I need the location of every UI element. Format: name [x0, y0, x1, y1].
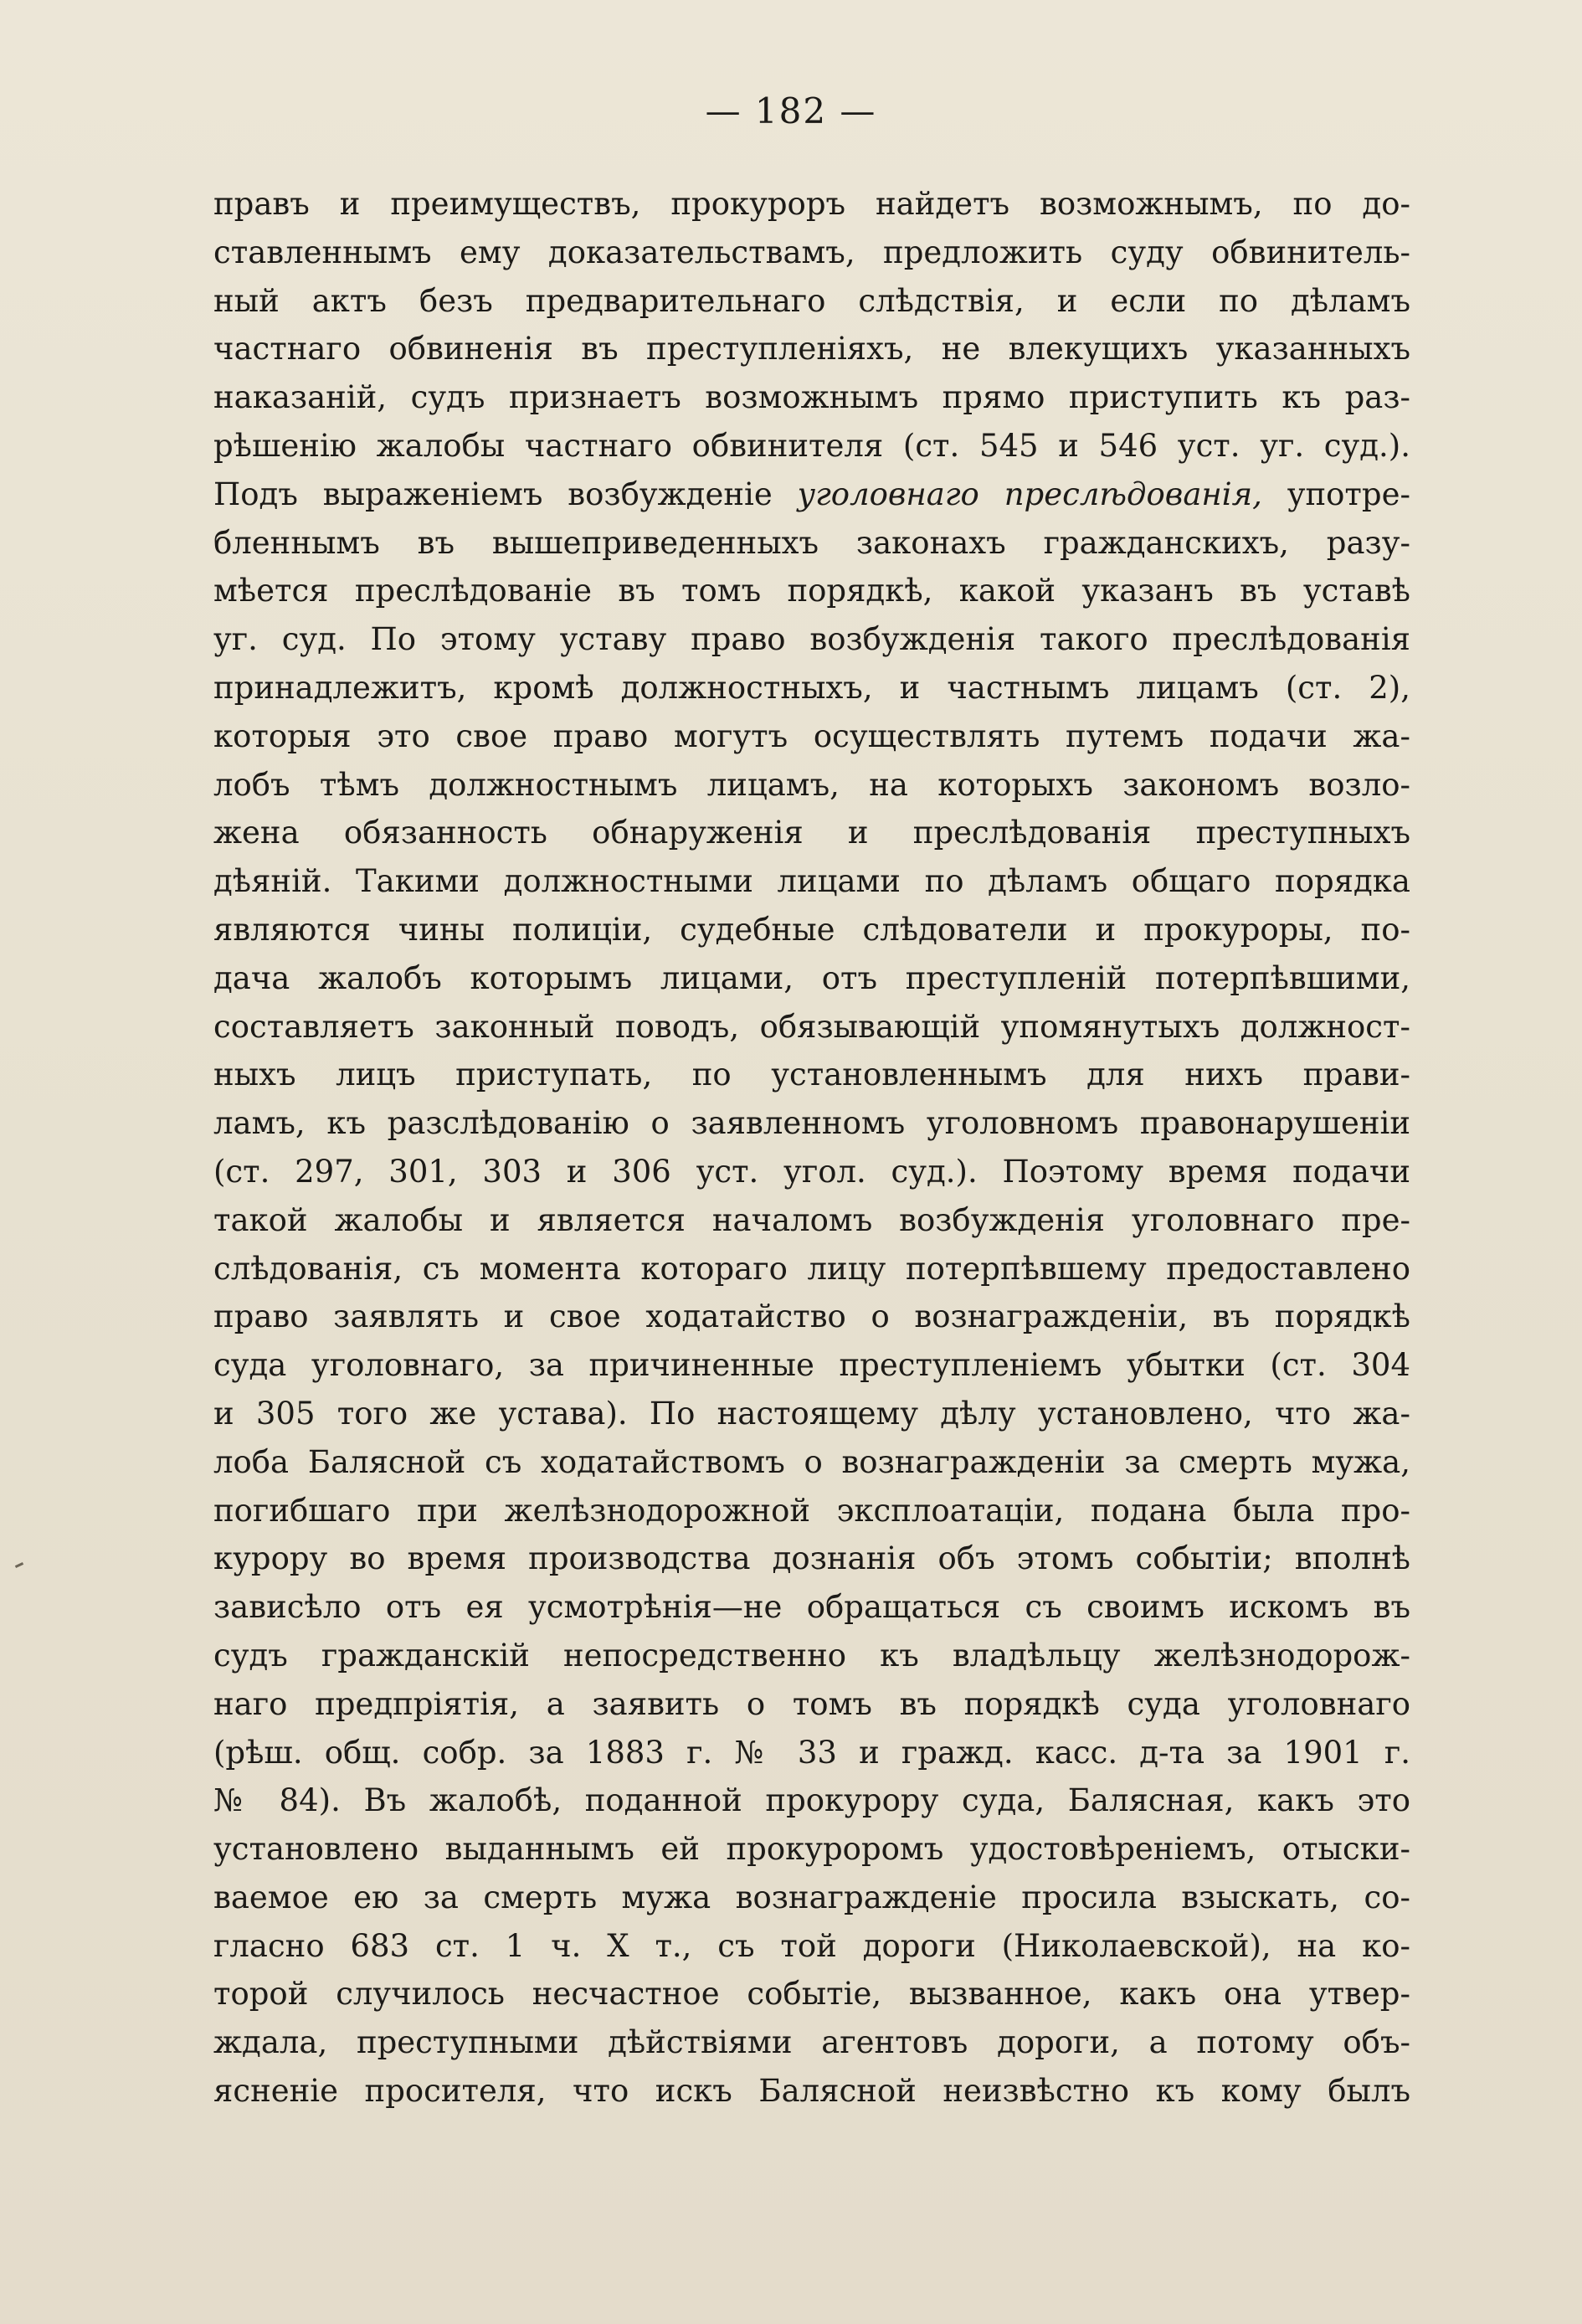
- text-line-34: № 84). Въ жалобѣ, поданной прокурору суда, Балясная, какъ это: [213, 1782, 1410, 1819]
- text-line-19: ныхъ лицъ приступать, по установленнымъ для нихъ прави-: [213, 1057, 1410, 1093]
- text-line-37: гласно 683 ст. 1 ч. X т., съ той дороги (Николаевской), на ко-: [213, 1927, 1410, 1964]
- italic-phrase: уголовнаго преслѣдованія,: [797, 476, 1262, 512]
- text-line-35: установлено выданнымъ ей прокуроромъ удостовѣреніемъ, отыски-: [213, 1831, 1410, 1868]
- text-line-20: ламъ, къ разслѣдованію о заявленномъ уголовномъ правонарушеніи: [213, 1105, 1410, 1142]
- text-line-7: [213, 470, 1410, 519]
- text-line-17: дача жалобъ которымъ лицами, отъ преступленій потерпѣвшими,: [213, 959, 1410, 996]
- text-line-21: (ст. 297, 301, 303 и 306 уст. угол. суд.). Поэтому время подачи: [213, 1153, 1410, 1190]
- text-line-14: жена обязанность обнаруженія и преслѣдованія преступныхъ: [213, 815, 1410, 851]
- text-line-18: составляетъ законный поводъ, обязывающій упомянутыхъ должност-: [213, 1008, 1410, 1045]
- body-text: [213, 180, 1410, 2116]
- text-line-39: ждала, преступными дѣйствіями агентовъ дороги, а потому объ-: [213, 2024, 1410, 2061]
- text-line-9: мѣется преслѣдованіе въ томъ порядкѣ, какой указанъ въ уставѣ: [213, 573, 1410, 609]
- text-line-16: являются чины полиціи, судебные слѣдователи и прокуроры, по-: [213, 911, 1410, 948]
- text-line-10: уг. суд. По этому уставу право возбужденія такого преслѣдованія: [213, 621, 1410, 658]
- text-line-24: право заявлять и свое ходатайство о вознагражденіи, въ порядкѣ: [213, 1298, 1410, 1335]
- text-line-30: зависѣло отъ ея усмотрѣнія—не обращаться съ своимъ искомъ въ: [213, 1589, 1410, 1626]
- page-number: — 182 —: [705, 90, 877, 131]
- text-line-4: частнаго обвиненія въ преступленіяхъ, не влекущихъ указанныхъ: [213, 331, 1410, 368]
- text-line-15: дѣяній. Такими должностными лицами по дѣламъ общаго порядка: [213, 863, 1410, 900]
- text-line-28: погибшаго при желѣзнодорожной эксплоатаціи, подана была про-: [213, 1492, 1410, 1529]
- text-line-7-start: Подъ выраженіемъ возбужденіе: [213, 476, 798, 512]
- text-line-26: и 305 того же устава). По настоящему дѣлу установлено, что жа-: [213, 1395, 1410, 1432]
- text-line-8: бленнымъ въ вышеприведенныхъ законахъ гражданскихъ, разу-: [213, 524, 1410, 561]
- text-line-1: правъ и преимуществъ, прокуроръ найдетъ возможнымъ, по до-: [213, 186, 1410, 222]
- text-line-11: принадлежитъ, кромѣ должностныхъ, и частнымъ лицамъ (ст. 2),: [213, 669, 1410, 706]
- text-line-6: рѣшенію жалобы частнаго обвинителя (ст. 545 и 546 уст. уг. суд.).: [213, 427, 1410, 464]
- text-line-23: слѣдованія, съ момента котораго лицу потерпѣвшему предоставлено: [213, 1250, 1410, 1287]
- text-line-40: ясненіе просителя, что искъ Балясной неизвѣстно къ кому былъ: [213, 2073, 1410, 2110]
- text-line-38: торой случилось несчастное событіе, вызванное, какъ она утвер-: [213, 1976, 1410, 2013]
- text-line-2: ставленнымъ ему доказательствамъ, предложить суду обвинитель-: [213, 234, 1410, 270]
- text-line-22: такой жалобы и является началомъ возбужденія уголовнаго пре-: [213, 1201, 1410, 1238]
- text-line-7-end: употре-: [1261, 476, 1410, 512]
- text-line-33: (рѣш. общ. собр. за 1883 г. № 33 и гражд. касс. д-та за 1901 г.: [213, 1734, 1410, 1771]
- text-line-3: ный актъ безъ предварительнаго слѣдствія, и если по дѣламъ: [213, 282, 1410, 319]
- text-line-31: судъ гражданскій непосредственно къ владѣльцу желѣзнодорож-: [213, 1637, 1410, 1674]
- text-line-29: курору во время производства дознанія объ этомъ событіи; вполнѣ: [213, 1540, 1410, 1577]
- text-line-12: которыя это свое право могутъ осуществлять путемъ подачи жа-: [213, 717, 1410, 754]
- text-line-13: лобъ тѣмъ должностнымъ лицамъ, на которыхъ закономъ возло-: [213, 766, 1410, 803]
- text-line-27: лоба Балясной съ ходатайствомъ о вознагражденіи за смерть мужа,: [213, 1443, 1410, 1480]
- text-line-36: ваемое ею за смерть мужа вознагражденіе просила взыскать, со-: [213, 1879, 1410, 1915]
- paper-speck: [15, 1562, 23, 1568]
- text-line-32: наго предпріятія, а заявить о томъ въ порядкѣ суда уголовнаго: [213, 1685, 1410, 1722]
- text-line-5: наказаній, судъ признаетъ возможнымъ прямо приступить къ раз-: [213, 379, 1410, 416]
- text-line-25: суда уголовнаго, за причиненные преступленіемъ убытки (ст. 304: [213, 1347, 1410, 1384]
